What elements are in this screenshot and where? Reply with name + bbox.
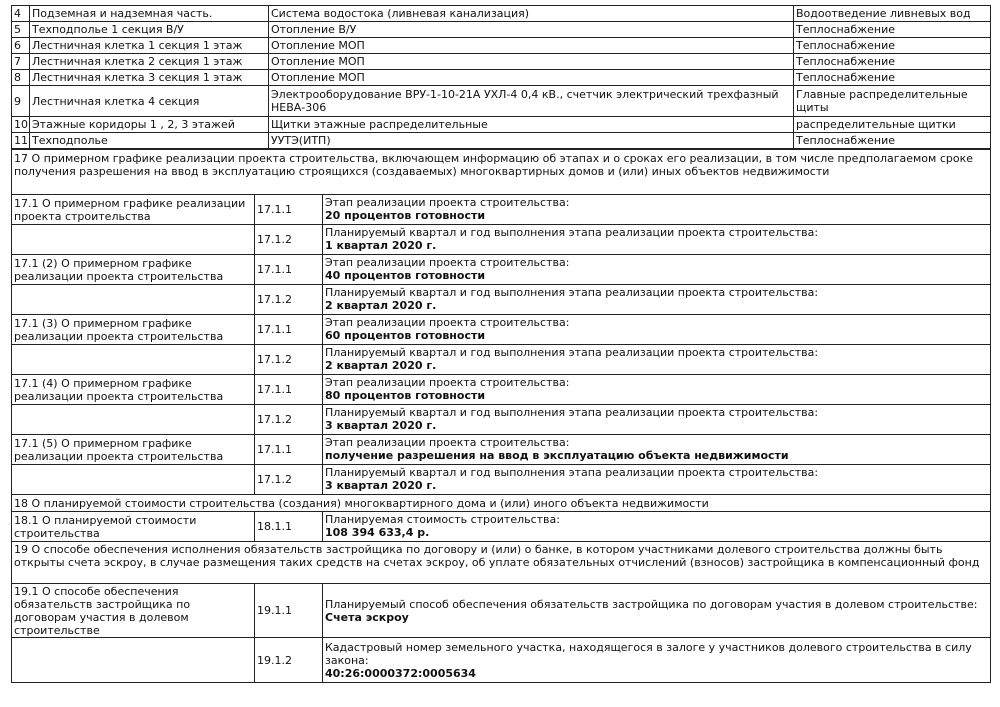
section-19-header <box>12 542 991 584</box>
empty-cell <box>12 405 255 435</box>
field-value: 108 394 633,4 р. <box>325 526 430 539</box>
stage-row <box>12 435 991 465</box>
stage-label: 17.1 (5) О примерном графике реализации проекта строительства <box>12 435 255 465</box>
row-location: Лестничная клетка 3 секция 1 этаж <box>30 70 269 86</box>
empty-cell <box>12 345 255 375</box>
stage-code: 17.1.1 <box>255 255 323 285</box>
field-label: Планируемая стоимость строительства: <box>325 513 560 526</box>
empty-cell <box>12 638 255 683</box>
cost-code: 18.1.1 <box>255 512 323 542</box>
stage-code: 17.1.2 <box>255 285 323 315</box>
escrow-row <box>12 584 991 638</box>
empty-cell <box>12 285 255 315</box>
stage-date-row <box>12 405 991 435</box>
row-number: 10 <box>12 117 30 133</box>
field-label: Планируемый квартал и год выполнения этапа реализации проекта строительства: <box>325 346 819 359</box>
row-number: 11 <box>12 133 30 149</box>
cadastral-value <box>323 638 991 683</box>
field-value: получение разрешения на ввод в эксплуатацию объекта недвижимости <box>325 449 789 462</box>
empty-cell <box>12 465 255 495</box>
row-purpose: Теплоснабжение <box>794 22 991 38</box>
row-system: Отопление В/У <box>269 22 794 38</box>
section-18-title: 18 О планируемой стоимости строительства (создания) многоквартирного дома и (или) иного объекта недвижимости <box>12 495 991 512</box>
field-value: 40:26:0000372:0005634 <box>325 666 476 680</box>
field-label: Этап реализации проекта строительства: <box>325 196 570 209</box>
stage-date-row <box>12 285 991 315</box>
row-system: Отопление МОП <box>269 54 794 70</box>
stage-label: 17.1 (2) О примерном графике реализации проекта строительства <box>12 255 255 285</box>
stage-code: 17.1.2 <box>255 405 323 435</box>
field-label: Планируемый способ обеспечения обязательств застройщика по договорам участия в долевом строительстве: <box>325 597 978 611</box>
row-number: 5 <box>12 22 30 38</box>
row-number: 6 <box>12 38 30 54</box>
field-value: Счета эскроу <box>325 610 409 624</box>
stage-date <box>323 345 991 375</box>
field-value: 2 квартал 2020 г. <box>325 299 437 312</box>
table-row <box>12 38 991 54</box>
field-value: 60 процентов готовности <box>325 329 486 342</box>
row-number: 8 <box>12 70 30 86</box>
stage-row <box>12 255 991 285</box>
stage-date-row <box>12 345 991 375</box>
stage-date <box>323 225 991 255</box>
cost-label: 18.1 О планируемой стоимости строительства <box>12 512 255 542</box>
row-purpose: Теплоснабжение <box>794 70 991 86</box>
stage-code: 17.1.1 <box>255 315 323 345</box>
field-label: Этап реализации проекта строительства: <box>325 256 570 269</box>
field-label: Планируемый квартал и год выполнения этапа реализации проекта строительства: <box>325 466 819 479</box>
field-value: 3 квартал 2020 г. <box>325 419 437 432</box>
stage-code: 17.1.2 <box>255 225 323 255</box>
row-purpose: Теплоснабжение <box>794 54 991 70</box>
stage-label: 17.1 (3) О примерном графике реализации проекта строительства <box>12 315 255 345</box>
row-number: 7 <box>12 54 30 70</box>
stage-code: 17.1.1 <box>255 375 323 405</box>
stage-code: 17.1.2 <box>255 345 323 375</box>
escrow-value <box>323 584 991 638</box>
row-purpose: Теплоснабжение <box>794 38 991 54</box>
row-system: Отопление МОП <box>269 70 794 86</box>
project-info-table <box>11 149 991 683</box>
row-location: Подземная и надземная часть. <box>30 6 269 22</box>
field-value: 1 квартал 2020 г. <box>325 239 437 252</box>
cadastral-code: 19.1.2 <box>255 638 323 683</box>
field-value: 2 квартал 2020 г. <box>325 359 437 372</box>
stage-date-row <box>12 225 991 255</box>
field-value: 40 процентов готовности <box>325 269 486 282</box>
section-17-title: 17 О примерном графике реализации проекта строительства, включающем информацию об этапах и о сроках его реализации, в том числе предполагаемом сроке получения разрешения на ввод в эксплуатацию строящихся (создаваемых) многоквартирных домов и (или) иных объектов недвижимости <box>12 150 991 195</box>
row-purpose: Теплоснабжение <box>794 133 991 149</box>
row-number: 4 <box>12 6 30 22</box>
section-19-title: 19 О способе обеспечения исполнения обязательств застройщика по договору и (или) о банке, в котором участниками долевого строительства должны быть открыты счета эскроу, в случае размещения таких средств на счетах эскроу, об уплате обязательных отчислений (взносов) застройщика в компенсационный фонд <box>12 542 991 584</box>
table-row <box>12 70 991 86</box>
row-location: Этажные коридоры 1 , 2, 3 этажей <box>30 117 269 133</box>
field-label: Планируемый квартал и год выполнения этапа реализации проекта строительства: <box>325 406 819 419</box>
stage-label: 17.1 О примерном графике реализации проекта строительства <box>12 195 255 225</box>
stage-code: 17.1.1 <box>255 195 323 225</box>
field-value: 80 процентов готовности <box>325 389 486 402</box>
stage-row <box>12 375 991 405</box>
field-label: Этап реализации проекта строительства: <box>325 316 570 329</box>
row-system: УУТЭ(ИТП) <box>269 133 794 149</box>
table-row <box>12 54 991 70</box>
table-row <box>12 117 991 133</box>
table-row <box>12 6 991 22</box>
table-row <box>12 133 991 149</box>
section-17-header <box>12 150 991 195</box>
field-value: 20 процентов готовности <box>325 209 486 222</box>
row-number: 9 <box>12 86 30 117</box>
stage-date <box>323 405 991 435</box>
row-purpose: распределительные щитки <box>794 117 991 133</box>
stage-value <box>323 255 991 285</box>
stage-date-row <box>12 465 991 495</box>
stage-date <box>323 465 991 495</box>
cadastral-row <box>12 638 991 683</box>
stage-date <box>323 285 991 315</box>
stage-code: 17.1.1 <box>255 435 323 465</box>
row-system: Система водостока (ливневая канализация) <box>269 6 794 22</box>
field-label: Кадастровый номер земельного участка, находящегося в залоге у участников долевого строительства в силу закона: <box>325 640 972 667</box>
field-label: Планируемый квартал и год выполнения этапа реализации проекта строительства: <box>325 286 819 299</box>
equipment-table <box>11 5 991 149</box>
field-label: Этап реализации проекта строительства: <box>325 436 570 449</box>
stage-value <box>323 435 991 465</box>
stage-label: 17.1 (4) О примерном графике реализации проекта строительства <box>12 375 255 405</box>
section-18-header <box>12 495 991 512</box>
row-location: Техподполье 1 секция В/У <box>30 22 269 38</box>
field-label: Планируемый квартал и год выполнения этапа реализации проекта строительства: <box>325 226 819 239</box>
row-location: Лестничная клетка 2 секция 1 этаж <box>30 54 269 70</box>
row-system: Щитки этажные распределительные <box>269 117 794 133</box>
row-purpose: Водоотведение ливневых вод <box>794 6 991 22</box>
cost-value <box>323 512 991 542</box>
field-label: Этап реализации проекта строительства: <box>325 376 570 389</box>
stage-value <box>323 315 991 345</box>
stage-code: 17.1.2 <box>255 465 323 495</box>
row-system: Электрооборудование ВРУ-1-10-21А УХЛ-4 0,4 кВ., счетчик электрический трехфазный НЕВА-306 <box>269 86 794 117</box>
row-location: Техподполье <box>30 133 269 149</box>
row-location: Лестничная клетка 1 секция 1 этаж <box>30 38 269 54</box>
row-system: Отопление МОП <box>269 38 794 54</box>
stage-row <box>12 315 991 345</box>
table-row <box>12 86 991 117</box>
stage-value <box>323 195 991 225</box>
row-location: Лестничная клетка 4 секция <box>30 86 269 117</box>
escrow-label: 19.1 О способе обеспечения обязательств застройщика по договорам участия в долевом строительстве <box>12 584 255 638</box>
row-purpose: Главные распределительные щиты <box>794 86 991 117</box>
table-row <box>12 22 991 38</box>
stage-value <box>323 375 991 405</box>
escrow-code: 19.1.1 <box>255 584 323 638</box>
cost-row <box>12 512 991 542</box>
field-value: 3 квартал 2020 г. <box>325 479 437 492</box>
stage-row <box>12 195 991 225</box>
empty-cell <box>12 225 255 255</box>
